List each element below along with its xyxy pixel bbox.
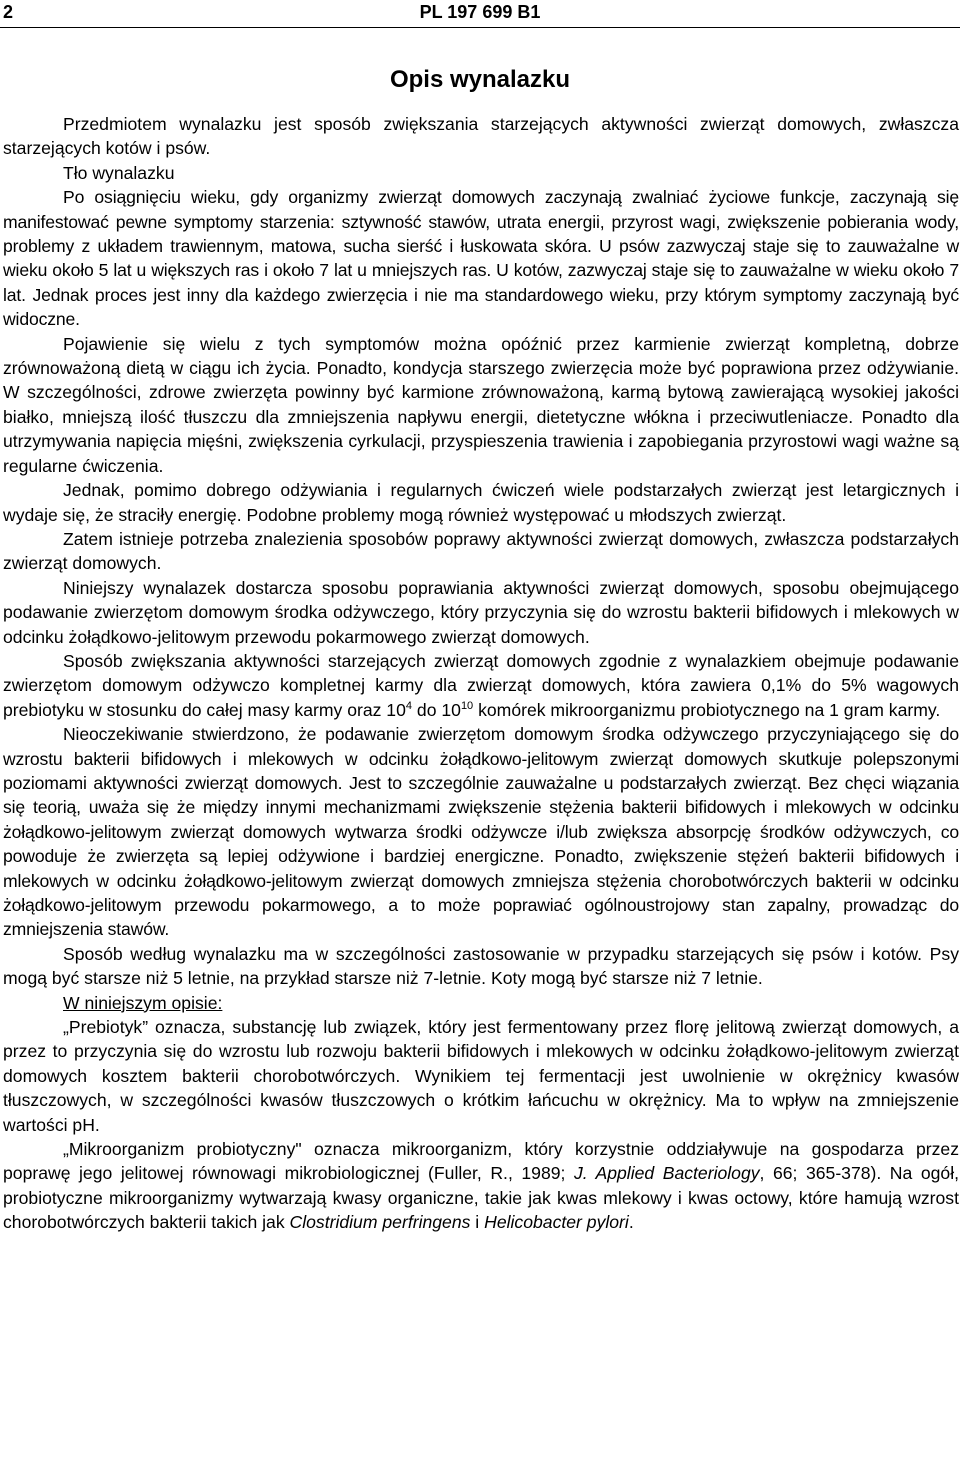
background-heading: Tło wynalazku bbox=[63, 162, 175, 183]
paragraph-method bbox=[3, 649, 959, 722]
paragraph-diet: Pojawienie się wielu z tych symptomów można opóźnić przez karmienie zwierząt kompletną, dobrze zrównoważoną dietą w ciągu ich życia. Ponadto, kondycja starszego zwierzęcia może być poprawiona przez odżywianie. W szczególności, zdrowe zwierzęta powinny być karmione zrównoważoną, karmą bytową zawierającą wysokiej jakości białko, mniejszą ilość tłuszczu dla zmniejszenia napływu energii, dietetyczne włókna i przeciwutleniacze. Ponadto dla utrzymywania napięcia mięśni, zwiększenia cyrkulacji, przyspieszenia trawienia i zapobiegania przyrostowi wagi ważne są regularne ćwiczenia. bbox=[3, 333, 959, 476]
paragraph-lethargy: Jednak, pomimo dobrego odżywiania i regularnych ćwiczeń wiele podstarzałych zwierząt jest letargicznych i wydaje się, że straciły energię. Podobne problemy mogą również występować u młodszych zwierząt. bbox=[3, 480, 959, 525]
exponent-4: 4 bbox=[405, 699, 413, 712]
intro-paragraph: Przedmiotem wynalazku jest sposób zwiększania starzejących aktywności zwierząt domowych, zwłaszcza starzejących kotów i psów. bbox=[3, 114, 959, 159]
method-text-2: do 10 bbox=[412, 699, 461, 720]
probiotic-definition bbox=[3, 1137, 959, 1235]
paragraph-application: Sposób według wynalazku ma w szczególności zastosowanie w przypadku starzejących się psów i kotów. Psy mogą być starsze niż 5 letnie, na przykład starsze niż 7-letnie. Koty mogą być starsze niż 7 letnie. bbox=[3, 943, 959, 989]
probiotic-text-4: . bbox=[628, 1212, 634, 1233]
probiotic-text-1: „Mikroorganizm probiotyczny" oznacza mikroorganizm, który korzystnie oddziaływuje na gospodarza przez poprawę jego jelitowej równowagi mikrobiologicznej (Fuller, R., 1989; bbox=[3, 1139, 959, 1184]
document-body bbox=[3, 112, 959, 1235]
probiotic-text-3: i bbox=[470, 1212, 485, 1233]
paragraph-aging-symptoms: Po osiągnięciu wieku, gdy organizmy zwierząt domowych zaczynają zwalniać życiowe funkcje, zaczynają się manifestować pewne symptomy starzenia: sztywność stawów, utrata energii, przyrost wagi, zwiększenie pobierania wody, problemy z układem trawiennym, matowa, sucha sierść i łuskowata skóra. U psów zazwyczaj staje się to zauważalne w wieku około 5 lat u większych ras i około 7 lat u mniejszych ras. U kotów, zazwyczaj staje się to zauważalne w wieku około 7 lat. Jednak proces jest inny dla każdego zwierzęcia i nie ma standardowego wieku, przy którym symptomy zaczynają być widoczne. bbox=[3, 187, 959, 330]
page-number: 2 bbox=[3, 2, 14, 22]
journal-name: J. Applied Bacteriology bbox=[573, 1163, 760, 1184]
paragraph-need: Zatem istnieje potrzeba znalezienia sposobów poprawy aktywności zwierząt domowych, zwłaszcza podstarzałych zwierząt domowych. bbox=[3, 528, 959, 574]
paragraph-findings: Nieoczekiwanie stwierdzono, że podawanie zwierzętom domowym środka odżywczego przyczyniającego się do wzrostu bakterii bifidowych i mlekowych w odcinku żołądkowo-jelitowym zwierząt domowych skutkuje polepszonymi poziomami aktywności zwierząt domowych. Jest to szczególnie zauważalne u podstarzałych zwierząt. Bez chęci wiązania się teorią, uważa się że między innymi mechanizmami zwiększenie stężenia bakterii bifidowych i mlekowych w odcinku żołądkowo-jelitowym zwierząt domowych wytwarza środki odżywcze i/lub zwiększa absorpcję środków odżywczych, co powoduje że zwierzęta są lepiej odżywione i bardziej energiczne. Ponadto, zwiększenie stężeń bakterii bifidowych i mlekowych w odcinku żołądkowo-jelitowym zwierząt domowych zmniejsza stężenia chorobotwórczych bakterii w odcinku żołądkowo-jelitowym przewodu pokarmowego, a to może poprawiać ogólnoustrojowy stan zapalny, prowadząc do zmniejszenia stawów. bbox=[3, 724, 959, 940]
header-divider bbox=[0, 27, 960, 28]
method-text-3: komórek mikroorganizmu probiotycznego na 1 gram karmy. bbox=[473, 699, 941, 720]
definitions-heading: W niniejszym opisie: bbox=[63, 992, 223, 1013]
probiotic-text-2: , 66; 365-378). Na ogół, probiotyczne mikroorganizmy wytwarzają kwasy organiczne, takie jak kwas mlekowy i kwas octowy, które hamują wzrost chorobotwórczych bakterii takich jak bbox=[3, 1163, 959, 1233]
method-text-1: Sposób zwiększania aktywności starzejących zwierząt domowych zgodnie z wynalazkiem obejmuje podawanie zwierzętom domowym odżywczo kompletnej karmy dla zwierząt domowych, która zawiera 0,1% do 5% wagowych prebiotyku w stosunku do całej masy karmy oraz 10 bbox=[3, 650, 959, 720]
paragraph-invention: Niniejszy wynalazek dostarcza sposobu poprawiania aktywności zwierząt domowych, sposobu obejmującego podawanie zwierzętom domowym środka odżywczego, który przyczynia się do wzrostu bakterii bifidowych i mlekowych w odcinku żołądkowo-jelitowym przewodu pokarmowego zwierząt domowych. bbox=[3, 577, 959, 647]
species-clostridium: Clostridium perfringens bbox=[289, 1212, 471, 1233]
exponent-10: 10 bbox=[460, 699, 474, 712]
page-header bbox=[0, 0, 960, 30]
prebiotic-definition: „Prebiotyk” oznacza, substancję lub związek, który jest fermentowany przez florę jelitową zwierząt domowych, a przez to przyczynia się do wzrostu lub rozwoju bakterii bifidowych i mlekowych w odcinku żołądkowo-jelitowym zwierząt domowych kosztem bakterii chorobotwórczych. Wynikiem tej fermentacji jest uwolnienie w okrężnicy kwasów tłuszczowych, w szczególności kwasów tłuszczowych o krótkim łańcuchu w okrężnicy. Ma to wpływ na zmniejszenie wartości pH. bbox=[3, 1017, 959, 1135]
species-helicobacter: Helicobacter pylori bbox=[484, 1212, 629, 1233]
document-title: Opis wynalazku bbox=[389, 66, 571, 93]
document-id: PL 197 699 B1 bbox=[419, 2, 541, 22]
